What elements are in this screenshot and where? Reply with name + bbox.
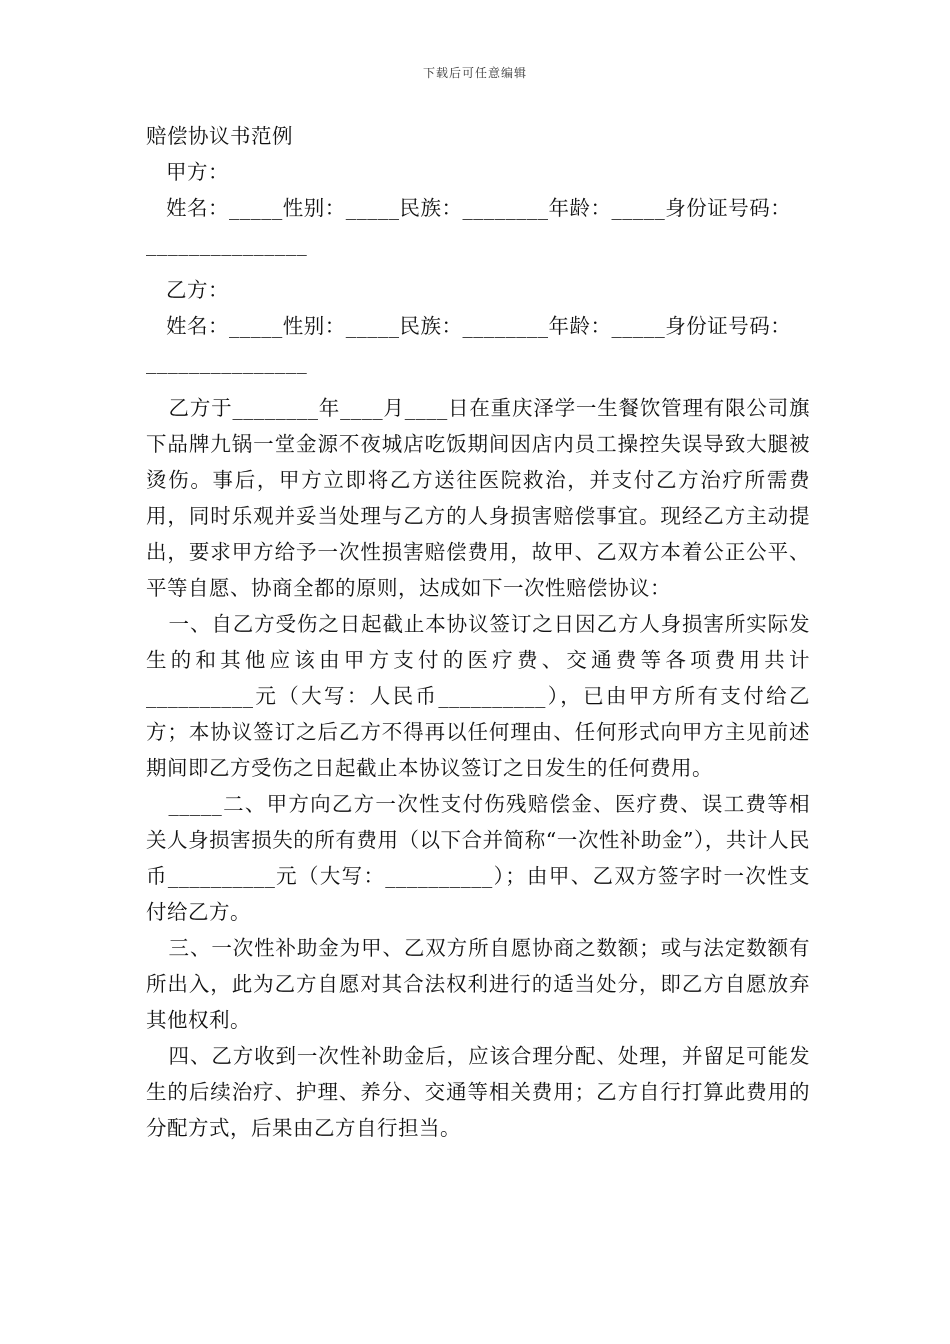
clause-4: 四、乙方收到一次性补助金后，应该合理分配、处理，并留足可能发生的后续治疗、护理、养分、交通等相关费用；乙方自行打算此费用的分配方式，后果由乙方自行担当。 — [146, 1044, 810, 1140]
clause-2: _____二、甲方向乙方一次性支付伤残赔偿金、医疗费、误工费等相关人身损害损失的所有费用（以下合并简称“一次性补助金”），共计人民币__________元（大写：__________）；由甲、乙双方签字时一次性支付给乙方。 — [146, 792, 810, 924]
document-body — [146, 118, 810, 1146]
party-a-fields: 姓名：_____性别：_____民族：________年龄：_____身份证号码： — [166, 196, 792, 220]
intro-paragraph: 乙方于________年____月____日在重庆泽学一生餐饮管理有限公司旗下品牌九锅一堂金源不夜城店吃饭期间因店内员工操控失误导致大腿被烫伤。事后，甲方立即将乙方送往医院救治，并支付乙方治疗所需费用，同时乐观并妥当处理与乙方的人身损害赔偿事宜。现经乙方主动提出，要求甲方给予一次性损害赔偿费用，故甲、乙双方本着公正公平、平等自愿、协商全都的原则，达成如下一次性赔偿协议： — [146, 396, 810, 600]
party-b-id-blank: _______________ — [146, 350, 308, 374]
header-note: 下载后可任意编辑 — [422, 66, 527, 80]
clause-3: 三、一次性补助金为甲、乙双方所自愿协商之数额；或与法定数额有所出入，此为乙方自愿对其合法权利进行的适当处分，即乙方自愿放弃其他权利。 — [146, 936, 810, 1032]
document-title: 赔偿协议书范例 — [146, 124, 293, 148]
party-b-label: 乙方： — [166, 278, 229, 302]
party-a-label: 甲方： — [166, 160, 229, 184]
party-a-id-blank: _______________ — [146, 232, 308, 256]
clause-1: 一、自乙方受伤之日起截止本协议签订之日因乙方人身损害所实际发生的和其他应该由甲方支付的医疗费、交通费等各项费用共计__________元（大写：人民币__________），已由甲方所有支付给乙方；本协议签订之后乙方不得再以任何理由、任何形式向甲方主见前述期间即乙方受伤之日起截止本协议签订之日发生的任何费用。 — [146, 612, 810, 780]
party-b-fields: 姓名：_____性别：_____民族：________年龄：_____身份证号码： — [166, 314, 792, 338]
